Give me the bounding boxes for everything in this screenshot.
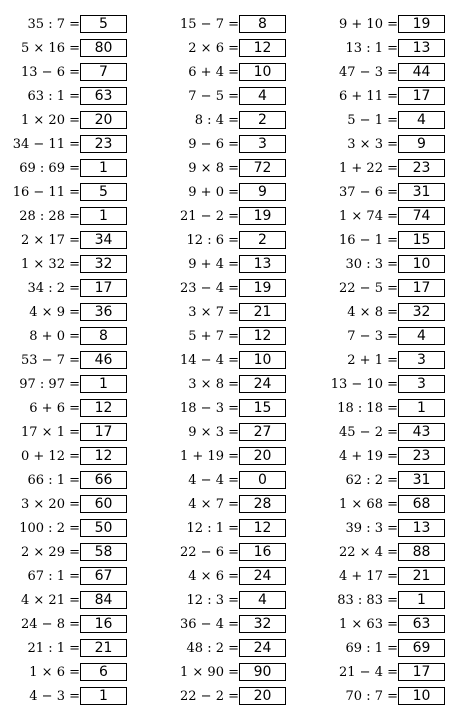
problem-expression: 3 × 3 = bbox=[347, 137, 398, 152]
problem-expression: 21 − 4 = bbox=[339, 665, 398, 680]
problem-expression: 4 × 9 = bbox=[29, 305, 80, 320]
answer-box[interactable]: 32 bbox=[239, 615, 286, 633]
problem-row bbox=[0, 37, 150, 61]
problem-row bbox=[0, 13, 150, 37]
problem-expression: 13 : 1 = bbox=[345, 41, 398, 56]
problem-expression: 22 − 5 = bbox=[339, 281, 398, 296]
problem-expression: 69 : 1 = bbox=[345, 641, 398, 656]
problem-expression: 21 : 1 = bbox=[27, 641, 80, 656]
problem-row bbox=[159, 541, 309, 565]
problem-expression: 6 + 4 = bbox=[188, 65, 239, 80]
problem-row bbox=[0, 613, 150, 637]
answer-box[interactable]: 17 bbox=[80, 423, 127, 441]
answer-box[interactable]: 17 bbox=[398, 279, 445, 297]
problem-row bbox=[159, 277, 309, 301]
problem-row bbox=[318, 685, 459, 709]
problem-expression: 18 : 18 = bbox=[337, 401, 398, 416]
problem-row bbox=[318, 565, 459, 589]
problem-expression: 6 + 11 = bbox=[339, 89, 398, 104]
problem-expression: 63 : 1 = bbox=[27, 89, 80, 104]
problem-row bbox=[318, 157, 459, 181]
problem-expression: 8 + 0 = bbox=[29, 329, 80, 344]
answer-box[interactable]: 20 bbox=[80, 111, 127, 129]
problem-expression: 12 : 6 = bbox=[186, 233, 239, 248]
problem-expression: 1 × 63 = bbox=[339, 617, 398, 632]
problem-expression: 47 − 3 = bbox=[339, 65, 398, 80]
answer-box[interactable]: 16 bbox=[80, 615, 127, 633]
problem-row bbox=[0, 493, 150, 517]
problem-row bbox=[318, 253, 459, 277]
problem-expression: 9 + 4 = bbox=[188, 257, 239, 272]
problem-expression: 28 : 28 = bbox=[19, 209, 80, 224]
answer-box[interactable]: 1 bbox=[80, 687, 127, 705]
answer-box[interactable]: 4 bbox=[239, 87, 286, 105]
problem-row bbox=[318, 277, 459, 301]
answer-box[interactable]: 88 bbox=[398, 543, 445, 561]
answer-box[interactable]: 80 bbox=[80, 39, 127, 57]
answer-box[interactable]: 6 bbox=[80, 663, 127, 681]
answer-box[interactable]: 74 bbox=[398, 207, 445, 225]
problem-row bbox=[0, 229, 150, 253]
problem-expression: 66 : 1 = bbox=[27, 473, 80, 488]
problem-expression: 5 + 7 = bbox=[188, 329, 239, 344]
problem-expression: 12 : 1 = bbox=[186, 521, 239, 536]
problem-expression: 13 − 6 = bbox=[21, 65, 80, 80]
answer-box[interactable]: 7 bbox=[80, 63, 127, 81]
problem-expression: 22 × 4 = bbox=[339, 545, 398, 560]
problem-row bbox=[318, 37, 459, 61]
problem-expression: 100 : 2 = bbox=[19, 521, 80, 536]
problem-expression: 9 × 3 = bbox=[188, 425, 239, 440]
problem-expression: 4 × 8 = bbox=[347, 305, 398, 320]
answer-box[interactable]: 1 bbox=[398, 399, 445, 417]
problem-row bbox=[159, 421, 309, 445]
problem-expression: 1 × 90 = bbox=[180, 665, 239, 680]
problem-row bbox=[318, 661, 459, 685]
problem-row bbox=[0, 301, 150, 325]
problem-row bbox=[318, 469, 459, 493]
problem-row bbox=[159, 157, 309, 181]
problem-expression: 1 × 20 = bbox=[21, 113, 80, 128]
problem-row bbox=[159, 61, 309, 85]
problem-row bbox=[318, 133, 459, 157]
problem-row bbox=[0, 685, 150, 709]
problem-row bbox=[318, 13, 459, 37]
problem-expression: 14 − 4 = bbox=[180, 353, 239, 368]
answer-box[interactable]: 1 bbox=[80, 207, 127, 225]
problem-expression: 2 × 6 = bbox=[188, 41, 239, 56]
answer-box[interactable]: 3 bbox=[398, 375, 445, 393]
problem-row bbox=[318, 205, 459, 229]
answer-box[interactable]: 21 bbox=[80, 639, 127, 657]
problem-row bbox=[318, 325, 459, 349]
answer-box[interactable]: 60 bbox=[80, 495, 127, 513]
problem-row bbox=[318, 589, 459, 613]
problem-row bbox=[0, 589, 150, 613]
problem-row bbox=[0, 421, 150, 445]
problem-row bbox=[0, 181, 150, 205]
answer-box[interactable]: 28 bbox=[239, 495, 286, 513]
answer-box[interactable]: 27 bbox=[239, 423, 286, 441]
problem-row bbox=[318, 541, 459, 565]
problem-expression: 4 + 17 = bbox=[339, 569, 398, 584]
problem-expression: 2 + 1 = bbox=[347, 353, 398, 368]
answer-box[interactable]: 12 bbox=[239, 39, 286, 57]
problem-row bbox=[0, 253, 150, 277]
problem-row bbox=[318, 85, 459, 109]
problem-row bbox=[159, 133, 309, 157]
problem-expression: 21 − 2 = bbox=[180, 209, 239, 224]
problem-row bbox=[159, 85, 309, 109]
problem-expression: 3 × 20 = bbox=[21, 497, 80, 512]
problem-row bbox=[318, 229, 459, 253]
answer-box[interactable]: 44 bbox=[398, 63, 445, 81]
problem-row bbox=[318, 109, 459, 133]
problem-expression: 6 + 6 = bbox=[29, 401, 80, 416]
problem-row bbox=[318, 301, 459, 325]
problem-row bbox=[159, 661, 309, 685]
answer-box[interactable]: 31 bbox=[398, 183, 445, 201]
problem-row bbox=[159, 445, 309, 469]
answer-box[interactable]: 68 bbox=[398, 495, 445, 513]
answer-box[interactable]: 23 bbox=[398, 159, 445, 177]
problem-row bbox=[318, 349, 459, 373]
problem-expression: 35 : 7 = bbox=[27, 17, 80, 32]
problem-expression: 37 − 6 = bbox=[339, 185, 398, 200]
problem-row bbox=[159, 37, 309, 61]
answer-box[interactable]: 17 bbox=[398, 87, 445, 105]
answer-box[interactable]: 24 bbox=[239, 567, 286, 585]
problem-expression: 9 − 6 = bbox=[188, 137, 239, 152]
answer-box[interactable]: 69 bbox=[398, 639, 445, 657]
problem-row bbox=[0, 157, 150, 181]
problem-row bbox=[318, 637, 459, 661]
problem-row bbox=[318, 517, 459, 541]
answer-box[interactable]: 4 bbox=[398, 111, 445, 129]
answer-box[interactable]: 1 bbox=[80, 159, 127, 177]
problem-expression: 1 × 6 = bbox=[29, 665, 80, 680]
problem-expression: 4 − 3 = bbox=[29, 689, 80, 704]
problem-expression: 83 : 83 = bbox=[337, 593, 398, 608]
answer-box[interactable]: 32 bbox=[80, 255, 127, 273]
problem-expression: 1 × 32 = bbox=[21, 257, 80, 272]
problem-row bbox=[0, 637, 150, 661]
answer-box[interactable]: 31 bbox=[398, 471, 445, 489]
problem-expression: 34 : 2 = bbox=[27, 281, 80, 296]
problem-expression: 5 − 1 = bbox=[347, 113, 398, 128]
answer-box[interactable]: 10 bbox=[398, 255, 445, 273]
problem-row bbox=[159, 685, 309, 709]
problem-row bbox=[159, 493, 309, 517]
problem-expression: 4 × 7 = bbox=[188, 497, 239, 512]
answer-box[interactable]: 12 bbox=[80, 399, 127, 417]
problem-expression: 30 : 3 = bbox=[345, 257, 398, 272]
problem-expression: 18 − 3 = bbox=[180, 401, 239, 416]
answer-box[interactable]: 19 bbox=[239, 207, 286, 225]
problem-expression: 4 × 6 = bbox=[188, 569, 239, 584]
problem-row bbox=[159, 13, 309, 37]
answer-box[interactable]: 84 bbox=[80, 591, 127, 609]
answer-box[interactable]: 63 bbox=[398, 615, 445, 633]
problem-expression: 13 − 10 = bbox=[330, 377, 398, 392]
problem-row bbox=[318, 445, 459, 469]
problem-expression: 0 + 12 = bbox=[21, 449, 80, 464]
problem-row bbox=[318, 61, 459, 85]
problem-expression: 1 × 74 = bbox=[339, 209, 398, 224]
answer-box[interactable]: 20 bbox=[239, 687, 286, 705]
answer-box[interactable]: 3 bbox=[398, 351, 445, 369]
problem-row bbox=[318, 373, 459, 397]
problem-expression: 16 − 11 = bbox=[12, 185, 80, 200]
problem-expression: 4 + 19 = bbox=[339, 449, 398, 464]
problem-expression: 17 × 1 = bbox=[21, 425, 80, 440]
problem-row bbox=[159, 637, 309, 661]
answer-box[interactable]: 21 bbox=[239, 303, 286, 321]
answer-box[interactable]: 67 bbox=[80, 567, 127, 585]
problem-expression: 8 : 4 = bbox=[194, 113, 239, 128]
problem-row bbox=[0, 325, 150, 349]
answer-box[interactable]: 43 bbox=[398, 423, 445, 441]
answer-box[interactable]: 58 bbox=[80, 543, 127, 561]
answer-box[interactable]: 23 bbox=[398, 447, 445, 465]
answer-box[interactable]: 19 bbox=[239, 279, 286, 297]
answer-box[interactable]: 66 bbox=[80, 471, 127, 489]
problem-expression: 23 − 4 = bbox=[180, 281, 239, 296]
answer-box[interactable]: 12 bbox=[239, 519, 286, 537]
problem-row bbox=[159, 229, 309, 253]
problem-row bbox=[318, 613, 459, 637]
problem-expression: 5 × 16 = bbox=[21, 41, 80, 56]
answer-box[interactable]: 21 bbox=[398, 567, 445, 585]
answer-box[interactable]: 2 bbox=[239, 111, 286, 129]
problem-column bbox=[0, 13, 150, 709]
problem-row bbox=[0, 85, 150, 109]
problem-expression: 1 + 19 = bbox=[180, 449, 239, 464]
answer-box[interactable]: 32 bbox=[398, 303, 445, 321]
problem-expression: 3 × 8 = bbox=[188, 377, 239, 392]
answer-box[interactable]: 0 bbox=[239, 471, 286, 489]
problem-row bbox=[318, 493, 459, 517]
problem-row bbox=[159, 301, 309, 325]
problem-row bbox=[0, 661, 150, 685]
problem-row bbox=[159, 253, 309, 277]
problem-expression: 1 + 22 = bbox=[339, 161, 398, 176]
answer-box[interactable]: 8 bbox=[239, 15, 286, 33]
problem-row bbox=[0, 349, 150, 373]
answer-box[interactable]: 12 bbox=[239, 327, 286, 345]
answer-box[interactable]: 50 bbox=[80, 519, 127, 537]
problem-row bbox=[0, 61, 150, 85]
problem-expression: 2 × 17 = bbox=[21, 233, 80, 248]
problem-row bbox=[159, 517, 309, 541]
problem-expression: 24 − 8 = bbox=[21, 617, 80, 632]
problem-row bbox=[0, 109, 150, 133]
answer-box[interactable]: 9 bbox=[239, 183, 286, 201]
problem-expression: 12 : 3 = bbox=[186, 593, 239, 608]
answer-box[interactable]: 13 bbox=[398, 519, 445, 537]
problem-row bbox=[0, 469, 150, 493]
problem-row bbox=[159, 373, 309, 397]
answer-box[interactable]: 8 bbox=[80, 327, 127, 345]
answer-box[interactable]: 4 bbox=[398, 327, 445, 345]
problem-expression: 48 : 2 = bbox=[186, 641, 239, 656]
answer-box[interactable]: 15 bbox=[398, 231, 445, 249]
answer-box[interactable]: 72 bbox=[239, 159, 286, 177]
answer-box[interactable]: 17 bbox=[398, 663, 445, 681]
problem-row bbox=[159, 181, 309, 205]
answer-box[interactable]: 2 bbox=[239, 231, 286, 249]
problem-row bbox=[159, 325, 309, 349]
answer-box[interactable]: 13 bbox=[239, 255, 286, 273]
problem-row bbox=[159, 397, 309, 421]
problem-expression: 7 − 3 = bbox=[347, 329, 398, 344]
problem-row bbox=[0, 133, 150, 157]
problem-row bbox=[0, 445, 150, 469]
problem-row bbox=[159, 205, 309, 229]
answer-box[interactable]: 12 bbox=[80, 447, 127, 465]
problem-row bbox=[159, 613, 309, 637]
answer-box[interactable]: 10 bbox=[398, 687, 445, 705]
problem-expression: 97 : 97 = bbox=[19, 377, 80, 392]
answer-box[interactable]: 13 bbox=[398, 39, 445, 57]
problem-expression: 7 − 5 = bbox=[188, 89, 239, 104]
problem-row bbox=[159, 589, 309, 613]
problem-expression: 2 × 29 = bbox=[21, 545, 80, 560]
problem-row bbox=[159, 109, 309, 133]
answer-box[interactable]: 5 bbox=[80, 15, 127, 33]
answer-box[interactable]: 1 bbox=[398, 591, 445, 609]
answer-box[interactable]: 4 bbox=[239, 591, 286, 609]
answer-box[interactable]: 24 bbox=[239, 639, 286, 657]
answer-box[interactable]: 20 bbox=[239, 447, 286, 465]
problem-expression: 45 − 2 = bbox=[339, 425, 398, 440]
answer-box[interactable]: 19 bbox=[398, 15, 445, 33]
problem-expression: 3 × 7 = bbox=[188, 305, 239, 320]
problem-expression: 9 + 10 = bbox=[339, 17, 398, 32]
problem-expression: 67 : 1 = bbox=[27, 569, 80, 584]
problem-row bbox=[318, 421, 459, 445]
problem-column bbox=[318, 13, 459, 709]
problem-expression: 36 − 4 = bbox=[180, 617, 239, 632]
problem-row bbox=[0, 565, 150, 589]
problem-row bbox=[318, 397, 459, 421]
answer-box[interactable]: 90 bbox=[239, 663, 286, 681]
answer-box[interactable]: 23 bbox=[80, 135, 127, 153]
problem-row bbox=[318, 181, 459, 205]
answer-box[interactable]: 3 bbox=[239, 135, 286, 153]
problem-column bbox=[159, 13, 309, 709]
answer-box[interactable]: 10 bbox=[239, 63, 286, 81]
answer-box[interactable]: 34 bbox=[80, 231, 127, 249]
problem-row bbox=[0, 517, 150, 541]
problem-expression: 62 : 2 = bbox=[345, 473, 398, 488]
answer-box[interactable]: 24 bbox=[239, 375, 286, 393]
problem-expression: 70 : 7 = bbox=[345, 689, 398, 704]
problem-expression: 34 − 11 = bbox=[12, 137, 80, 152]
problem-expression: 9 × 8 = bbox=[188, 161, 239, 176]
problem-row bbox=[0, 205, 150, 229]
answer-box[interactable]: 9 bbox=[398, 135, 445, 153]
answer-box[interactable]: 63 bbox=[80, 87, 127, 105]
problem-row bbox=[159, 565, 309, 589]
problem-expression: 53 − 7 = bbox=[21, 353, 80, 368]
problem-expression: 9 + 0 = bbox=[188, 185, 239, 200]
problem-expression: 39 : 3 = bbox=[345, 521, 398, 536]
answer-box[interactable]: 16 bbox=[239, 543, 286, 561]
problem-expression: 1 × 68 = bbox=[339, 497, 398, 512]
problem-row bbox=[0, 541, 150, 565]
problem-row bbox=[0, 397, 150, 421]
answer-box[interactable]: 5 bbox=[80, 183, 127, 201]
answer-box[interactable]: 1 bbox=[80, 375, 127, 393]
problem-expression: 15 − 7 = bbox=[180, 17, 239, 32]
problem-row bbox=[0, 277, 150, 301]
problem-expression: 4 × 21 = bbox=[21, 593, 80, 608]
problem-expression: 16 − 1 = bbox=[339, 233, 398, 248]
answer-box[interactable]: 17 bbox=[80, 279, 127, 297]
answer-box[interactable]: 10 bbox=[239, 351, 286, 369]
problem-row bbox=[0, 373, 150, 397]
problem-row bbox=[159, 469, 309, 493]
problem-expression: 69 : 69 = bbox=[19, 161, 80, 176]
problem-expression: 22 − 6 = bbox=[180, 545, 239, 560]
problem-row bbox=[159, 349, 309, 373]
answer-box[interactable]: 36 bbox=[80, 303, 127, 321]
answer-box[interactable]: 46 bbox=[80, 351, 127, 369]
problem-expression: 22 − 2 = bbox=[180, 689, 239, 704]
problem-expression: 4 − 4 = bbox=[188, 473, 239, 488]
answer-box[interactable]: 15 bbox=[239, 399, 286, 417]
